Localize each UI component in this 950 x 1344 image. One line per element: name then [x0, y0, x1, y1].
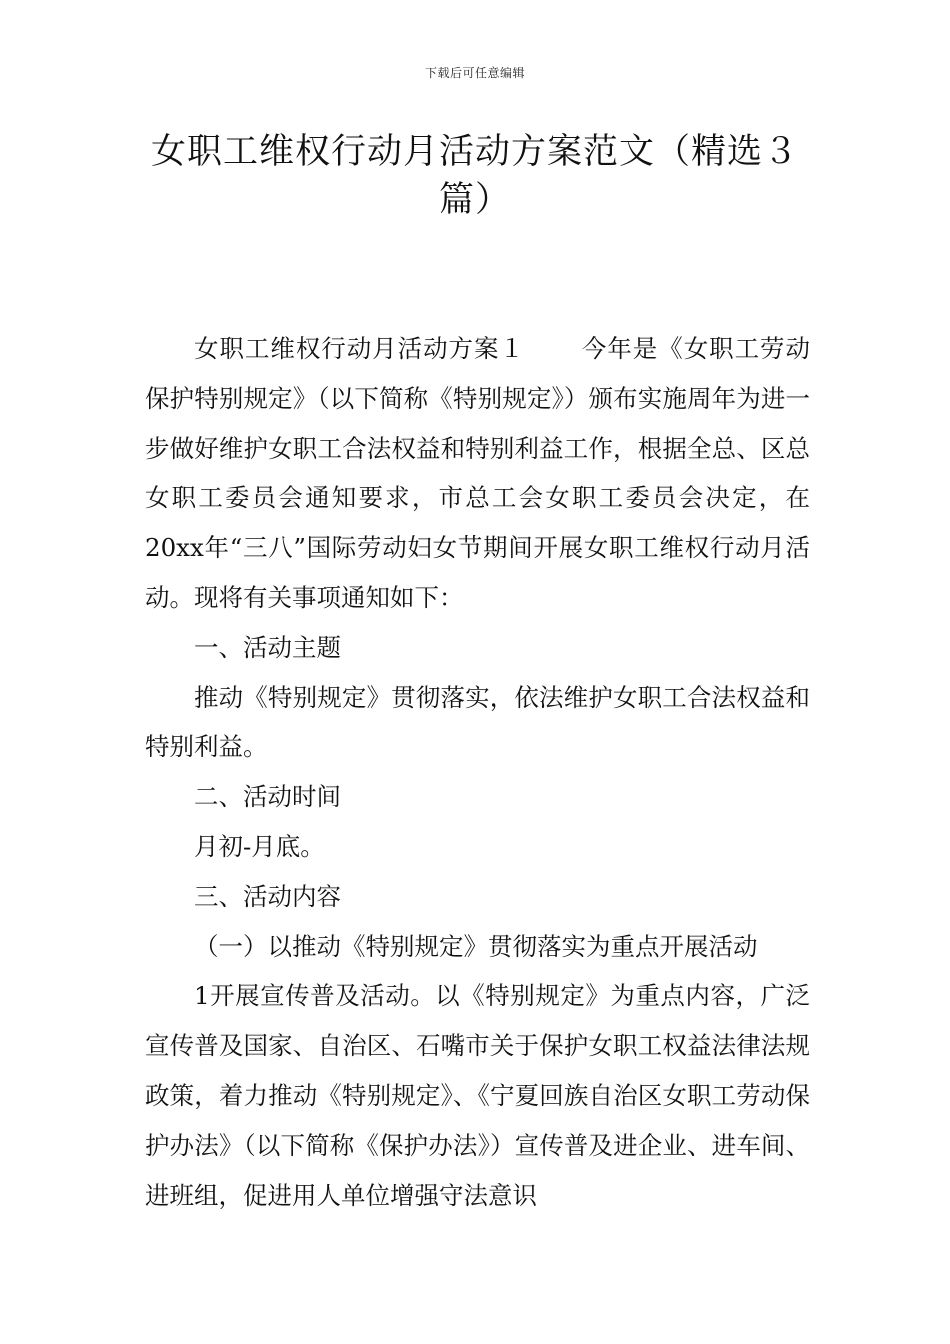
- paragraph-theme: 推动《特别规定》贯彻落实，依法维护女职工合法权益和特别利益。: [145, 682, 810, 762]
- section-heading-plan-1: 女职工维权行动月活动方案１: [194, 334, 525, 363]
- paragraph-publicity: 1开展宣传普及活动。以《特别规定》为重点内容，广泛宣传普及国家、自治区、石嘴市关于保护女职工权益法律法规政策，着力推动《特别规定》、《宁夏回族自治区女职工劳动保护办法》（以下简称《保护办法》）宣传普及进企业、进车间、进班组，促进用人单位增强守法意识: [145, 981, 810, 1210]
- document-title: 女职工维权行动月活动方案范文（精选３篇）: [150, 132, 799, 220]
- document-body: [145, 324, 810, 1220]
- paragraph-time: 月初-月底。: [194, 831, 325, 861]
- section-heading-theme: 一、活动主题: [194, 632, 341, 662]
- section-heading-time: 二、活动时间: [194, 782, 341, 812]
- intro-text: 今年是《女职工劳动保护特别规定》（以下简称《特别规定》）颁布实施周年为进一步做好维护女职工合法权益和特别利益工作，根据全总、区总女职工委员会通知要求，市总工会女职工委员会决定，在20xx年“三八”国际劳动妇女节期间开展女职工维权行动月活动。现将有关事项通知如下：: [145, 334, 811, 612]
- section-heading-content: 三、活动内容: [194, 881, 341, 911]
- paragraph-intro: [145, 324, 810, 623]
- header-note: 下载后可任意编辑: [424, 66, 525, 80]
- subsection-heading-1: （一）以推动《特别规定》贯彻落实为重点开展活动: [194, 931, 758, 961]
